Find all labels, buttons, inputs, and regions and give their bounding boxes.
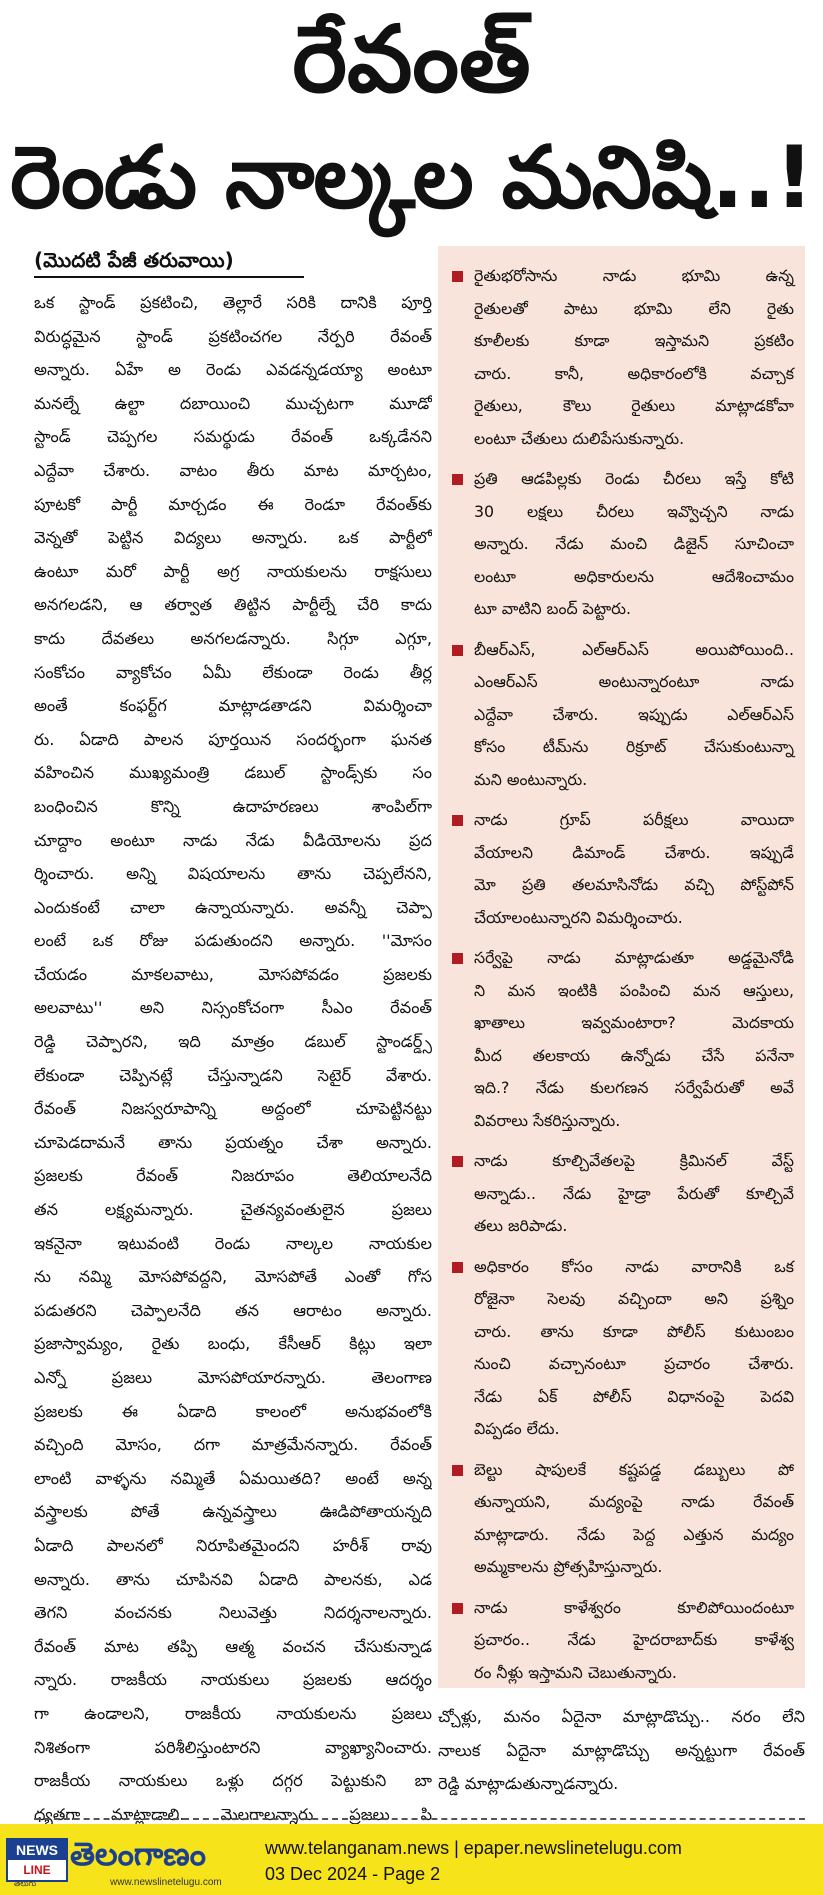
panel-bullet-line: అన్నారు. నేడు మంచి డిజైన్ సూచించా bbox=[474, 534, 794, 553]
newsline-logo-tag: తెలుగు bbox=[14, 1879, 37, 1888]
panel-bullet-line: వివరాలు సేకరిస్తున్నారు. bbox=[474, 1110, 621, 1130]
panel-bullet-line: ఇది.? నేడు కులగణన సర్వేపేరుతో అవే bbox=[474, 1078, 794, 1097]
square-bullet-icon bbox=[452, 645, 463, 656]
article-line: అనగలడని, ఆ తర్వాత తిట్టిన పార్టీల్నే చేరి కాదు bbox=[34, 595, 432, 615]
panel-bullet-line: బీఆర్ఎస్, ఎల్ఆర్ఎస్ అయిపోయింది.. bbox=[474, 639, 794, 659]
panel-bullet-line: రం నీళ్లు ఇస్తామని చెబుతున్నారు. bbox=[474, 1662, 677, 1682]
article-line: ప్రజలకు ఈ ఏడాది కాలంలో అనుభవంలోకి bbox=[34, 1401, 432, 1421]
page-divider bbox=[34, 1818, 805, 1820]
footer-bar bbox=[0, 1824, 823, 1895]
article-line: వస్త్రాలకు పోతే ఉన్నవస్త్రాలు ఊడిపోతాయన్నది bbox=[34, 1502, 432, 1522]
article-line: రేవంత్ నిజస్వరూపాన్ని అద్దంలో చూపెట్టినట్టు bbox=[34, 1099, 432, 1119]
square-bullet-icon bbox=[452, 1465, 463, 1476]
square-bullet-icon bbox=[452, 1262, 463, 1273]
article-line: అన్నారు. ఏహే అ రెండు ఎవడన్నడయ్యా అంటూ bbox=[34, 360, 432, 380]
square-bullet-icon bbox=[452, 271, 463, 282]
article-line: వహించిన ముఖ్యమంత్రి డబుల్ స్టాండ్స్‌కు సం bbox=[34, 763, 432, 783]
article-line: న్నారు. రాజకీయ నాయకులు ప్రజలకు ఆదర్శం bbox=[34, 1670, 432, 1690]
panel-bullet-line: అమ్మకాలను ప్రోత్సహిస్తున్నారు. bbox=[474, 1557, 663, 1576]
telanganam-logo: తెలంగాణం bbox=[70, 1835, 206, 1873]
article-line: తన లక్ష్యమన్నారు. చైతన్యవంతులైన ప్రజలు bbox=[34, 1200, 432, 1220]
article-line: ఏడాది పాలనలో నిరూపితమైందని హరీశ్ రావు bbox=[34, 1535, 432, 1555]
panel-bullet-line: టూ వాటిని బంద్ పెట్టారు. bbox=[474, 599, 632, 618]
panel-bullet-line: బెల్టు షాపులకే కష్టపడ్డ డబ్బులు పో bbox=[474, 1459, 794, 1479]
article-line: పడుతరని చెప్పాలనేది తన ఆరాటం అన్నారు. bbox=[34, 1300, 432, 1320]
panel-bullet-line: చారు. కానీ, అధికారంలోకి వచ్చాక bbox=[474, 363, 794, 383]
headline-line-2: రెండు నాల్కల మనిషి..! bbox=[10, 128, 813, 228]
article-line: సంకోచం వ్యాకోచం ఏమీ లేకుండా రెండు తీర్ల bbox=[34, 662, 432, 682]
panel-bullet-line: ఎద్దేవా చేశారు. ఇప్పుడు ఎల్ఆర్ఎస్ bbox=[474, 704, 794, 724]
article-line: గా ఉండాలని, రాజకీయ నాయకులను ప్రజలు bbox=[34, 1703, 432, 1723]
footer-website-links[interactable]: www.telanganam.news | epaper.newslinetelugu.com bbox=[265, 1838, 682, 1858]
article-line: ప్రజాస్వామ్యం, రైతు బంధు, కేసీఆర్ కిట్లు ఇలా bbox=[34, 1334, 432, 1354]
panel-bullet bbox=[452, 1145, 794, 1243]
panel-bullet bbox=[452, 634, 794, 797]
panel-bullet-line: సర్వేపై నాడు మాట్లాడుతూ అడ్డమైనోడి bbox=[474, 948, 794, 967]
panel-bullet-line: ప్రచారం.. నేడు హైదరాబాద్‌కు కాళేశ్వ bbox=[474, 1630, 794, 1649]
panel-bullet-line: విప్పడం లేదు. bbox=[474, 1419, 560, 1438]
article-line: రు. ఏడాది పాలన పూర్తయిన సందర్భంగా ఘనత bbox=[34, 729, 432, 749]
article-line: కాదు దేవతలు అనగలడన్నారు. సిగ్గూ ఎగ్గూ, bbox=[34, 628, 432, 648]
article-line: లేకుండా చెప్పినట్లే చేస్తున్నాడని సెటైర్ వేశారు. bbox=[34, 1065, 432, 1085]
square-bullet-icon bbox=[452, 474, 463, 485]
newsline-logo bbox=[6, 1838, 68, 1882]
article-line: లాంటి వాళ్ళను నమ్మితే ఏమయితది? అంటే అన్న bbox=[34, 1468, 432, 1488]
continued-from-front-page-label: (మొదటి పేజీ తరువాయి) bbox=[34, 244, 304, 278]
article-line: తెగని వంచనకు నిలువెత్తు నిదర్శనాలన్నారు. bbox=[34, 1603, 432, 1623]
square-bullet-icon bbox=[452, 953, 463, 964]
then-vs-now-panel bbox=[438, 246, 805, 1688]
panel-bullet-line: చారు. తాను కూడా పోలీస్ కుటుంబం bbox=[474, 1321, 794, 1341]
article-line: విరుద్ధమైన స్టాండ్ ప్రకటించగల నేర్పరి రేవంత్ bbox=[34, 326, 432, 346]
article-line: బంధించిన కొన్ని ఉదాహరణలు శాంపిల్‌గా bbox=[34, 796, 432, 816]
panel-bullet-line: వేయాలని డిమాండ్ చేశారు. ఇప్పుడే bbox=[474, 842, 794, 862]
panel-bullet-line: ఎంఆర్ఎస్ అంటున్నారంటూ నాడు bbox=[474, 672, 794, 691]
article-line: అన్నారు. తాను చూపినవి ఏడాది పాలనకు, ఎడ bbox=[34, 1569, 432, 1589]
panel-bullet-line: చేయాలంటున్నారని విమర్శించారు. bbox=[474, 907, 683, 927]
article-line: ఇకనైనా ఇటువంటి రెండు నాల్కల నాయకుల bbox=[34, 1233, 432, 1253]
newsline-logo-top: NEWS bbox=[8, 1840, 66, 1860]
article-line: అంతే కంఫర్ట్‌గ మాట్లాడతాడని విమర్శించా bbox=[34, 696, 432, 716]
article-line: ను నమ్మి మోసపోవద్దని, మోసపోతే ఎంతో గోస bbox=[34, 1267, 432, 1287]
article-body-paragraph bbox=[34, 286, 432, 1826]
panel-bullet bbox=[452, 942, 794, 1137]
panel-bullet-line: రైతులతో పాటు భూమి లేని రైతు bbox=[474, 298, 794, 318]
article-line: ఎన్నో ప్రజలు మోసపోయారన్నారు. తెలంగాణ bbox=[34, 1368, 432, 1387]
square-bullet-icon bbox=[452, 1156, 463, 1167]
article-line: మనల్నే ఉల్టా దబాయించి ముచ్చటగా మూడో bbox=[34, 393, 432, 413]
panel-bullet-line: నుంచి వచ్చానంటూ ప్రచారం చేశారు. bbox=[474, 1354, 794, 1373]
headline-line-1: రేవంత్ bbox=[292, 6, 531, 113]
panel-bullet-line: నాడు కాళేశ్వరం కూలిపోయిందంటూ bbox=[474, 1597, 794, 1617]
panel-bullet bbox=[452, 1251, 794, 1446]
article-line: రేవంత్ మాట తప్పి ఆత్మ వంచన చేసుకున్నాడ bbox=[34, 1636, 432, 1656]
panel-bullet-line: 30 లక్షలు చీరలు ఇవ్వొచ్చని నాడు bbox=[474, 501, 794, 521]
article-line: అలవాటు'' అని నిస్సంకోచంగా సీఎం రేవంత్ bbox=[34, 998, 432, 1018]
panel-bullet-line: మని అంటున్నారు. bbox=[474, 769, 588, 789]
panel-bullet-line: రైతుభరోసాను నాడు భూమి ఉన్న bbox=[474, 266, 794, 285]
panel-bullet bbox=[452, 804, 794, 934]
article-line: చేయడం మాకలవాటు, మోసపోవడం ప్రజలకు bbox=[34, 964, 432, 984]
continuation-line: చ్చోళ్లు, మనం ఏదైనా మాట్లాడొచ్చు.. నరం లేని bbox=[438, 1707, 805, 1726]
article-line: పూటకో పార్టీ మార్చడం ఈ రెండూ రేవంత్‌కు bbox=[34, 494, 432, 514]
panel-bullet-line: ప్రతి ఆడపిల్లకు రెండు చీరలు ఇస్తే కోటి bbox=[474, 469, 794, 488]
article-line: స్టాండ్ చెప్పగల సమర్థుడు రేవంత్ ఒక్కడేనని bbox=[34, 427, 432, 447]
article-line: రెడ్డి చెప్పారని, ఇది మాత్రం డబుల్ స్టాండర్డ్స్ bbox=[34, 1032, 432, 1052]
article-line: ప్రజలకు రేవంత్ నిజరూపం తెలియాలనేది bbox=[34, 1166, 432, 1186]
article-line: ధ్యతగా మాట్లాడాలి.. మెలగాలన్నారు. ప్రజలు పి bbox=[34, 1804, 432, 1824]
footer-date-page: 03 Dec 2024 - Page 2 bbox=[265, 1864, 441, 1884]
article-line: వెన్నతో పెట్టిన విద్యలు అన్నారు. ఒక పార్టీలో bbox=[34, 528, 432, 548]
panel-bullet-line: ఖాతాలు ఇవ్వమంటారా? మెదకాయ bbox=[474, 1013, 794, 1032]
article-line: ఎందుకంటే చాలా ఉన్నాయన్నారు. అవన్నీ చెప్పా bbox=[34, 897, 432, 917]
article-line: ఎద్దేవా చేశారు. వాటం తీరు మాట మార్చటం, bbox=[34, 460, 432, 480]
article-line: ఉంటూ మరో పార్టీ అగ్ర నాయకులను రాక్షసులు bbox=[34, 561, 432, 581]
panel-bullet-line: అన్నాడు.. నేడు హైడ్రా పేరుతో కూల్చివే bbox=[474, 1183, 794, 1203]
panel-bullet-line: కోసం టీమ్‌ను రిక్రూట్ చేసుకుంటున్నా bbox=[474, 737, 794, 756]
panel-bullet-line: మీద తలకాయ ఉన్నోడు చేసే పనేనా bbox=[474, 1045, 794, 1065]
article-line: చూపెడదామనే తాను ప్రయత్నం చేశా అన్నారు. bbox=[34, 1132, 432, 1152]
panel-bullet-line: మో ప్రతి తలమాసినోడు వచ్చి పోస్ట్‌పోన్ bbox=[474, 875, 794, 894]
left-article-column bbox=[34, 286, 432, 1826]
panel-bullet-line: ని మన ఇంటికి పంపించి మన ఆస్తులు, bbox=[474, 980, 794, 1000]
panel-bullet-line: నాడు కూల్చివేతలపై క్రిమినల్ వేస్ట్ bbox=[474, 1151, 794, 1170]
article-line: లంటే ఒక రోజు పడుతుందని అన్నారు. ''మోసం bbox=[34, 931, 432, 951]
continuation-line: నాలుక ఏదైనా మాట్లాడొచ్చు అన్నట్టుగా రేవంత్ bbox=[438, 1740, 805, 1760]
continuation-line: రెడ్డి మాట్లాడుతున్నాడన్నారు. bbox=[438, 1774, 619, 1794]
article-line: ర్శించారు. అన్ని విషయాలను తాను చెప్పలేనని, bbox=[34, 864, 432, 884]
panel-bullet-line: అధికారం కోసం నాడు వారానికి ఒక bbox=[474, 1256, 794, 1276]
article-continuation-text bbox=[438, 1700, 805, 1810]
panel-bullet-line: లంటూ అధికారులను ఆదేశించామం bbox=[474, 566, 794, 586]
panel-bullet-line: నేడు ఏక్ పోలీస్ విధానంపై పెదవి bbox=[474, 1386, 794, 1406]
square-bullet-icon bbox=[452, 1603, 463, 1614]
panel-bullet-line: లంటూ చేతులు దులిపేసుకున్నారు. bbox=[474, 428, 685, 448]
panel-bullet bbox=[452, 463, 794, 626]
panel-bullet-line: రోజైనా సెలవు వచ్చిందా అని ప్రశ్నిం bbox=[474, 1289, 794, 1308]
article-line: వచ్చింది మోసం, దగా మాత్రమేనన్నారు. రేవంత్ bbox=[34, 1435, 432, 1455]
panel-bullet bbox=[452, 260, 794, 455]
article-line: నిశితంగా పరిశీలిస్తుంటారని వ్యాఖ్యానించారు. bbox=[34, 1737, 432, 1757]
panel-bullet-line: రైతులు, కౌలు రైతులు మాట్లాడకోవా bbox=[474, 396, 794, 415]
panel-bullet bbox=[452, 1592, 794, 1690]
telanganam-logo-url: www.newslinetelugu.com bbox=[110, 1877, 222, 1888]
panel-bullet-line: తలు జరిపాడు. bbox=[474, 1216, 568, 1235]
square-bullet-icon bbox=[452, 815, 463, 826]
article-line: ఒక స్టాండ్ ప్రకటించి, తెల్లారే సరికి దానికి పూర్తి bbox=[34, 293, 432, 312]
panel-bullet-line: మాట్లాడారు. నేడు పెద్ద ఎత్తున మద్యం bbox=[474, 1524, 794, 1544]
newsline-logo-bottom: LINE bbox=[23, 1863, 51, 1877]
panel-bullet-line: తున్నాయని, మద్యంపై నాడు రేవంత్ bbox=[474, 1492, 794, 1511]
article-line: చూద్దాం అంటూ నాడు నేడు వీడియోలను ప్రద bbox=[34, 830, 432, 850]
article-line: రాజకీయ నాయకులు ఒళ్లు దగ్గర పెట్టుకుని బా bbox=[34, 1771, 432, 1791]
panel-bullet-line: కూలీలకు కూడా ఇస్తామని ప్రకటిం bbox=[474, 331, 794, 350]
panel-bullet-line: నాడు గ్రూప్ పరీక్షలు వాయిదా bbox=[474, 810, 794, 829]
panel-bullet bbox=[452, 1454, 794, 1584]
